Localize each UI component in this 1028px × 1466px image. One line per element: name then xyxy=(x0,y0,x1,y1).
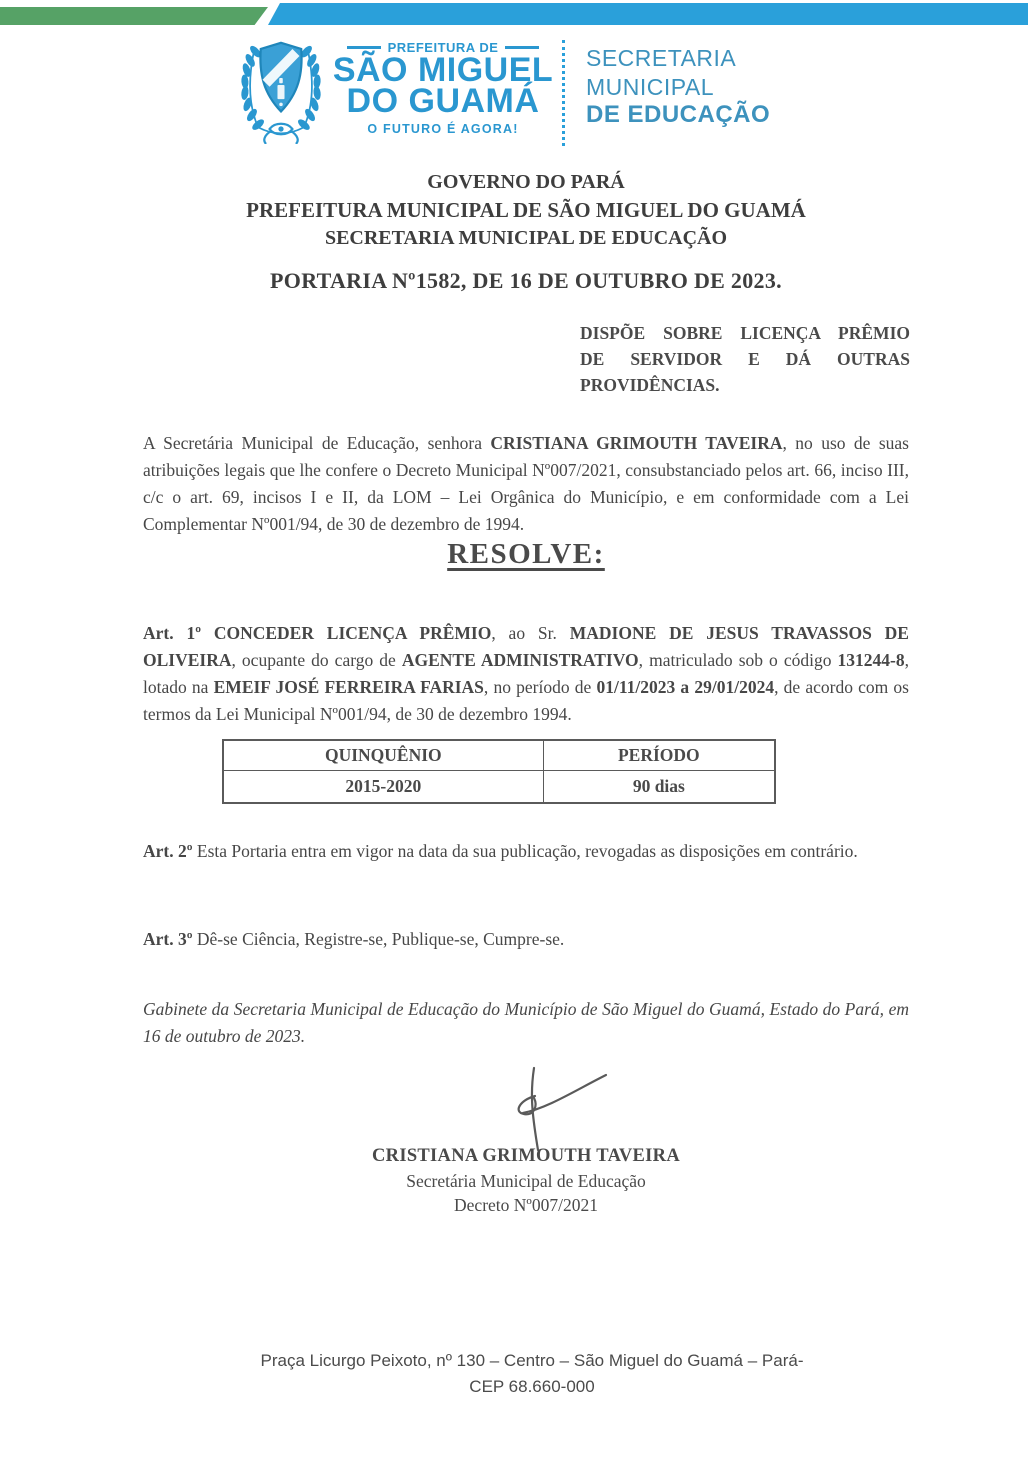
logo-wordmark xyxy=(330,40,556,136)
header-blue-bar xyxy=(268,3,1028,25)
table-cell-periodo: 90 dias xyxy=(543,771,775,804)
secretaria-wordmark xyxy=(586,44,770,130)
article-2-paragraph: Art. 2º Esta Portaria entra em vigor na data da sua publicação, revogadas as disposições em contrário. xyxy=(143,840,858,861)
secretaria-line1: SECRETARIA xyxy=(586,45,737,71)
signer-role: Secretária Municipal de Educação xyxy=(406,1171,646,1191)
article-3-paragraph: Art. 3º Dê-se Ciência, Registre-se, Publique-se, Cumpre-se. xyxy=(143,928,565,949)
footer-cep: CEP 68.660-000 xyxy=(469,1377,595,1396)
logo-city-line1: SÃO MIGUEL xyxy=(332,51,554,89)
table-cell-quinquenio: 2015-2020 xyxy=(223,771,543,804)
logo-prefeitura-de: PREFEITURA DE xyxy=(387,40,499,55)
secretaria-line2: MUNICIPAL xyxy=(586,73,715,100)
logo-left-dash xyxy=(347,46,381,49)
government-title-block xyxy=(143,168,909,252)
table-header-quinquenio: QUINQUÊNIO xyxy=(223,740,543,771)
ementa-line2: DE SERVIDOR E DÁ OUTRAS xyxy=(580,349,910,369)
signer-name: CRISTIANA GRIMOUTH TAVEIRA xyxy=(372,1146,680,1166)
resolve-heading: RESOLVE: xyxy=(447,538,605,570)
quinquenio-table xyxy=(222,739,776,804)
ementa-line1: DISPÕE SOBRE LICENÇA PRÊMIO xyxy=(580,323,910,343)
signer-decree: Decreto Nº007/2021 xyxy=(454,1195,598,1215)
ementa-line3: PROVIDÊNCIAS. xyxy=(580,375,720,395)
letterhead-dotted-divider xyxy=(562,40,565,146)
logo-tagline: O FUTURO É AGORA! xyxy=(367,122,519,136)
secretaria-line: SECRETARIA MUNICIPAL DE EDUCAÇÃO xyxy=(324,227,728,249)
table-header-periodo: PERÍODO xyxy=(543,740,775,771)
governo-line: GOVERNO DO PARÁ xyxy=(427,171,625,193)
prefeitura-line: PREFEITURA MUNICIPAL DE SÃO MIGUEL DO GUAMÁ xyxy=(246,198,806,222)
table-row xyxy=(223,771,775,804)
handwritten-signature-icon xyxy=(478,1066,608,1152)
logo-right-dash xyxy=(505,46,539,49)
logo-city-line2: DO GUAMÁ xyxy=(346,82,540,120)
footer-address: Praça Licurgo Peixoto, nº 130 – Centro – São Miguel do Guamá – Pará- xyxy=(260,1351,804,1370)
preamble-paragraph: A Secretária Municipal de Educação, senhora CRISTIANA GRIMOUTH TAVEIRA, no uso de suas atribuições legais que lhe confere o Decreto Municipal Nº007/2021, consubstanciado pelos art. 66, inciso III, c/c o art. 69, incisos I e II, da LOM – Lei Orgânica do Município, e em conformidade com a Lei Complementar Nº001/94, de 30 de dezembro de 1994. xyxy=(143,432,909,534)
municipal-coat-of-arms-icon xyxy=(237,34,325,144)
ementa-summary xyxy=(580,320,910,398)
secretaria-line3: DE EDUCAÇÃO xyxy=(586,101,771,128)
table-header-row xyxy=(223,740,775,771)
article-1-paragraph: Art. 1º CONCEDER LICENÇA PRÊMIO, ao Sr. MADIONE DE JESUS TRAVASSOS DE OLIVEIRA, ocupante do cargo de AGENTE ADMINISTRATIVO, matriculado sob o código 131244-8, lotado na EMEIF JOSÉ FERREIRA FARIAS, no período de 01/11/2023 a 29/01/2024, de acordo com os termos da Lei Municipal Nº001/94, de 30 de dezembro 1994. xyxy=(143,622,909,724)
closing-gabinete-line: Gabinete da Secretaria Municipal de Educação do Município de São Miguel do Guamá, Estado do Pará, em 16 de outubro de 2023. xyxy=(143,998,909,1046)
portaria-title: PORTARIA Nº1582, DE 16 DE OUTUBRO DE 2023. xyxy=(270,268,782,293)
header-green-bar xyxy=(0,7,268,25)
